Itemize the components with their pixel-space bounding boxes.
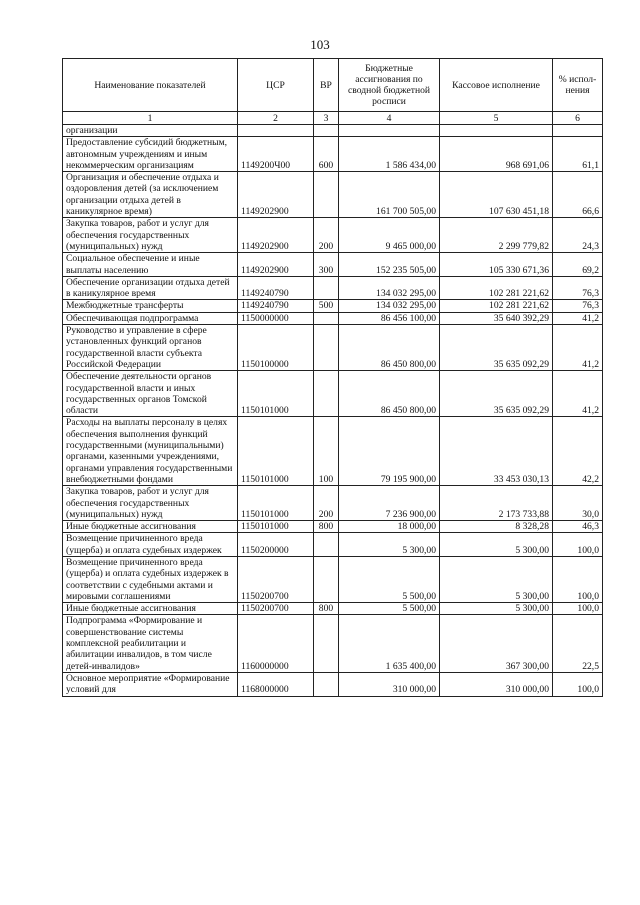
percent-cell: 41,2: [553, 312, 603, 324]
vr-code-cell: 200: [314, 218, 339, 253]
column-number: 1: [63, 112, 238, 125]
csr-code-cell: 1149202900: [238, 218, 314, 253]
indicator-name-cell: Закупка товаров, работ и услуг для обеспечения государственных (муниципальных) нужд: [63, 218, 238, 253]
execution-cell: 5 300,00: [440, 556, 553, 602]
percent-cell: 69,2: [553, 253, 603, 277]
header-csr: ЦСР: [238, 59, 314, 112]
csr-code-cell: 1150101000: [238, 417, 314, 486]
allocations-cell: [339, 125, 440, 137]
vr-code-cell: 800: [314, 603, 339, 615]
allocations-cell: 18 000,00: [339, 521, 440, 533]
column-number: 6: [553, 112, 603, 125]
percent-cell: 100,0: [553, 533, 603, 557]
csr-code-cell: 1150100000: [238, 325, 314, 371]
table-row: [63, 300, 603, 312]
vr-code-cell: 800: [314, 521, 339, 533]
vr-code-cell: [314, 125, 339, 137]
header-vr: ВР: [314, 59, 339, 112]
header-allocations: Бюджетные ассигнования по сводной бюджетной росписи: [339, 59, 440, 112]
percent-cell: 41,2: [553, 371, 603, 417]
header-name: Наименование показателей: [63, 59, 238, 112]
vr-code-cell: 200: [314, 486, 339, 521]
csr-code-cell: 1150000000: [238, 312, 314, 324]
indicator-name-cell: Руководство и управление в сфере установленных функций органов государственной власти субъекта Российской Федерации: [63, 325, 238, 371]
allocations-cell: 86 450 800,00: [339, 371, 440, 417]
allocations-cell: 5 500,00: [339, 603, 440, 615]
allocations-cell: 9 465 000,00: [339, 218, 440, 253]
percent-cell: 66,6: [553, 172, 603, 218]
execution-cell: 35 635 092,29: [440, 371, 553, 417]
csr-code-cell: 1149200Ч00: [238, 137, 314, 172]
table-row: [63, 603, 603, 615]
table-row: [63, 533, 603, 557]
page-number: 103: [310, 37, 330, 52]
csr-code-cell: 1150101000: [238, 371, 314, 417]
execution-cell: 105 330 671,36: [440, 253, 553, 277]
execution-cell: 5 300,00: [440, 603, 553, 615]
indicator-name-cell: организации: [63, 125, 238, 137]
table-row: [63, 312, 603, 324]
percent-cell: [553, 125, 603, 137]
csr-code-cell: 1150200000: [238, 533, 314, 557]
indicator-name-cell: Межбюджетные трансферты: [63, 300, 238, 312]
allocations-cell: 152 235 505,00: [339, 253, 440, 277]
vr-code-cell: [314, 556, 339, 602]
indicator-name-cell: Обеспечение деятельности органов государственной власти и иных государственных органов Томской области: [63, 371, 238, 417]
execution-cell: 367 300,00: [440, 615, 553, 672]
csr-code-cell: 1149240790: [238, 300, 314, 312]
percent-cell: 100,0: [553, 603, 603, 615]
table-row: [63, 125, 603, 137]
allocations-cell: 5 300,00: [339, 533, 440, 557]
vr-code-cell: 100: [314, 417, 339, 486]
allocations-cell: 134 032 295,00: [339, 300, 440, 312]
percent-cell: 76,3: [553, 276, 603, 300]
execution-cell: 35 640 392,29: [440, 312, 553, 324]
csr-code-cell: 1149202900: [238, 253, 314, 277]
header-row: [63, 59, 603, 112]
execution-cell: 102 281 221,62: [440, 276, 553, 300]
indicator-name-cell: Организация и обеспечение отдыха и оздоровления детей (за исключением организации отдыха детей в каникулярное время): [63, 172, 238, 218]
vr-code-cell: [314, 371, 339, 417]
vr-code-cell: 500: [314, 300, 339, 312]
column-number: 4: [339, 112, 440, 125]
percent-cell: 100,0: [553, 672, 603, 696]
percent-cell: 24,3: [553, 218, 603, 253]
percent-cell: 61,1: [553, 137, 603, 172]
execution-cell: 102 281 221,62: [440, 300, 553, 312]
vr-code-cell: 300: [314, 253, 339, 277]
execution-cell: 33 453 030,13: [440, 417, 553, 486]
table-row: [63, 172, 603, 218]
indicator-name-cell: Основное мероприятие «Формирование условий для: [63, 672, 238, 696]
indicator-name-cell: Иные бюджетные ассигнования: [63, 521, 238, 533]
percent-cell: 41,2: [553, 325, 603, 371]
table-row: [63, 672, 603, 696]
csr-code-cell: 1150200700: [238, 556, 314, 602]
csr-code-cell: 1149240790: [238, 276, 314, 300]
execution-cell: 2 299 779,82: [440, 218, 553, 253]
execution-cell: 5 300,00: [440, 533, 553, 557]
allocations-cell: 1 586 434,00: [339, 137, 440, 172]
execution-cell: 310 000,00: [440, 672, 553, 696]
csr-code-cell: [238, 125, 314, 137]
execution-cell: 35 635 092,29: [440, 325, 553, 371]
percent-cell: 42,2: [553, 417, 603, 486]
execution-cell: 2 173 733,88: [440, 486, 553, 521]
csr-code-cell: 1150200700: [238, 603, 314, 615]
allocations-cell: 161 700 505,00: [339, 172, 440, 218]
csr-code-cell: 1150101000: [238, 486, 314, 521]
allocations-cell: 1 635 400,00: [339, 615, 440, 672]
vr-code-cell: [314, 615, 339, 672]
table-row: [63, 276, 603, 300]
indicator-name-cell: Обеспечение организации отдыха детей в каникулярное время: [63, 276, 238, 300]
table-row: [63, 521, 603, 533]
table-body: [63, 125, 603, 697]
csr-code-cell: 1150101000: [238, 521, 314, 533]
allocations-cell: 86 450 800,00: [339, 325, 440, 371]
vr-code-cell: [314, 276, 339, 300]
indicator-name-cell: Подпрограмма «Формирование и совершенствование системы комплексной реабилитации и абилитации инвалидов, в том числе детей-инвалидов»: [63, 615, 238, 672]
allocations-cell: 7 236 900,00: [339, 486, 440, 521]
csr-code-cell: 1149202900: [238, 172, 314, 218]
allocations-cell: 5 500,00: [339, 556, 440, 602]
percent-cell: 46,3: [553, 521, 603, 533]
csr-code-cell: 1168000000: [238, 672, 314, 696]
indicator-name-cell: Иные бюджетные ассигнования: [63, 603, 238, 615]
percent-cell: 100,0: [553, 556, 603, 602]
table-row: [63, 218, 603, 253]
table-row: [63, 325, 603, 371]
indicator-name-cell: Социальное обеспечение и иные выплаты населению: [63, 253, 238, 277]
allocations-cell: 86 456 100,00: [339, 312, 440, 324]
column-number: 3: [314, 112, 339, 125]
table-row: [63, 417, 603, 486]
execution-cell: [440, 125, 553, 137]
vr-code-cell: [314, 672, 339, 696]
vr-code-cell: [314, 325, 339, 371]
column-number: 5: [440, 112, 553, 125]
allocations-cell: 134 032 295,00: [339, 276, 440, 300]
indicator-name-cell: Возмещение причиненного вреда (ущерба) и оплата судебных издержек в соответствии с судебными актами и мировыми соглашениями: [63, 556, 238, 602]
percent-cell: 76,3: [553, 300, 603, 312]
budget-execution-table: [62, 58, 603, 697]
table-row: [63, 137, 603, 172]
header-execution: Кассовое исполнение: [440, 59, 553, 112]
execution-cell: 8 328,28: [440, 521, 553, 533]
indicator-name-cell: Обеспечивающая подпрограмма: [63, 312, 238, 324]
vr-code-cell: [314, 172, 339, 218]
csr-code-cell: 1160000000: [238, 615, 314, 672]
column-number: 2: [238, 112, 314, 125]
allocations-cell: 79 195 900,00: [339, 417, 440, 486]
table-row: [63, 615, 603, 672]
indicator-name-cell: Возмещение причиненного вреда (ущерба) и оплата судебных издержек: [63, 533, 238, 557]
header-percent: % испол-нения: [553, 59, 603, 112]
percent-cell: 22,5: [553, 615, 603, 672]
allocations-cell: 310 000,00: [339, 672, 440, 696]
indicator-name-cell: Предоставление субсидий бюджетным, автономным учреждениям и иным некоммерческим организациям: [63, 137, 238, 172]
table-row: [63, 253, 603, 277]
indicator-name-cell: Расходы на выплаты персоналу в целях обеспечения выполнения функций государственными (муниципальными) органами, казенными учреждениями, органами управления государственными внебюджетными фондами: [63, 417, 238, 486]
execution-cell: 968 691,06: [440, 137, 553, 172]
vr-code-cell: 600: [314, 137, 339, 172]
vr-code-cell: [314, 533, 339, 557]
table-row: [63, 556, 603, 602]
execution-cell: 107 630 451,18: [440, 172, 553, 218]
indicator-name-cell: Закупка товаров, работ и услуг для обеспечения государственных (муниципальных) нужд: [63, 486, 238, 521]
percent-cell: 30,0: [553, 486, 603, 521]
table-row: [63, 371, 603, 417]
column-number-row: [63, 112, 603, 125]
table-row: [63, 486, 603, 521]
vr-code-cell: [314, 312, 339, 324]
